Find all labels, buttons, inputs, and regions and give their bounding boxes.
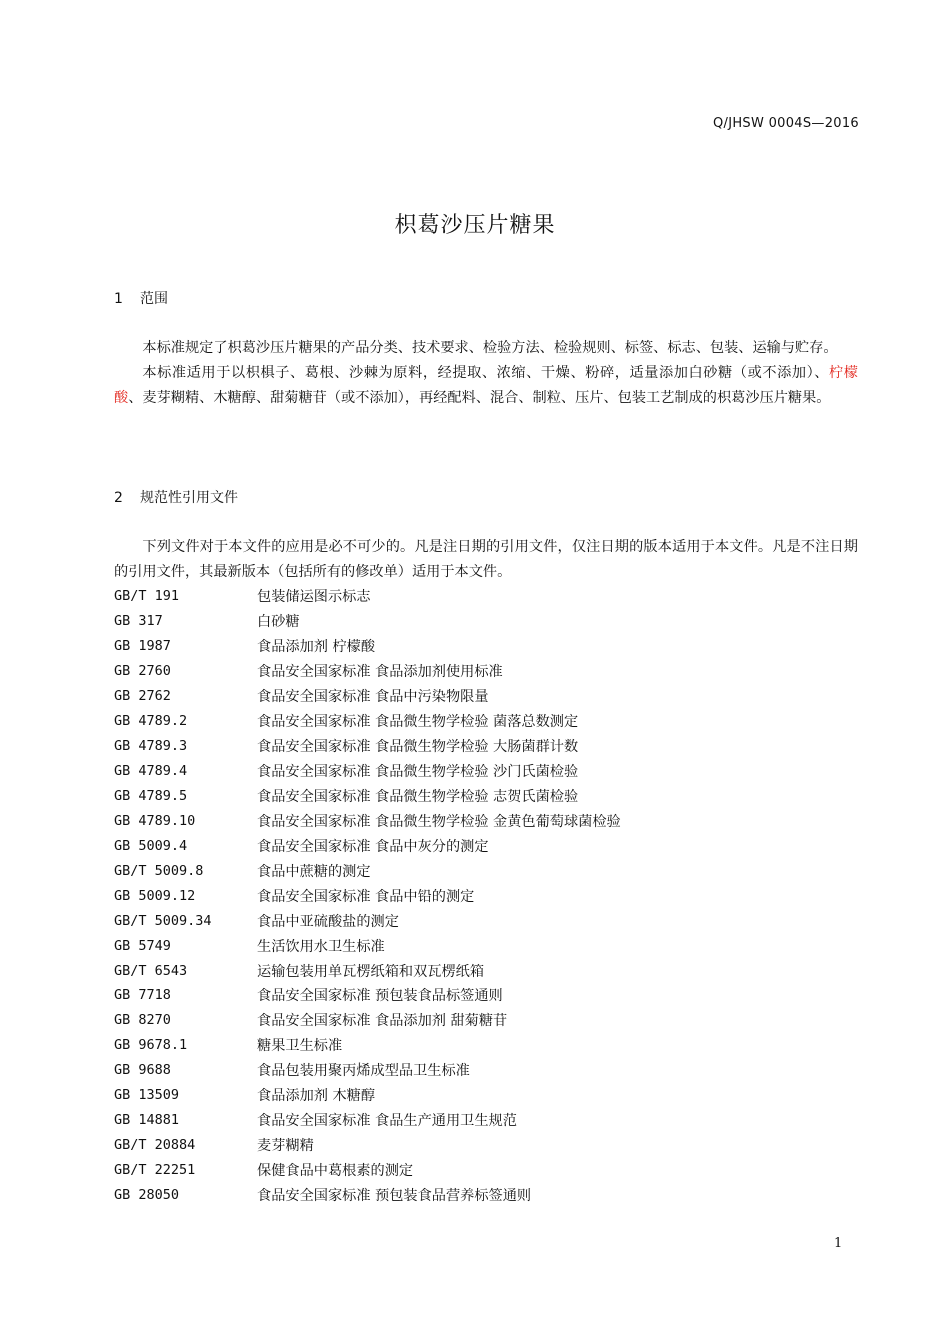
reference-code: GB 2760 xyxy=(114,663,171,680)
reference-title: 食品安全国家标准 预包装食品标签通则 xyxy=(257,988,503,1005)
reference-title: 白砂糖 xyxy=(257,614,300,631)
reference-title: 食品添加剂 木糖醇 xyxy=(257,1088,376,1105)
document-code: Q/JHSW 0004S—2016 xyxy=(713,116,859,131)
reference-item xyxy=(114,709,858,734)
reference-title: 食品添加剂 柠檬酸 xyxy=(257,639,376,656)
reference-item xyxy=(114,1183,858,1208)
section-title: 范围 xyxy=(140,291,168,307)
reference-item xyxy=(114,808,858,833)
reference-title: 生活饮用水卫生标准 xyxy=(257,938,385,955)
references-intro xyxy=(114,535,858,585)
reference-code: GB 9688 xyxy=(114,1062,171,1079)
reference-code: GB 5749 xyxy=(114,937,171,954)
reference-item xyxy=(114,1008,858,1033)
reference-code: GB 9678.1 xyxy=(114,1037,188,1054)
section-number: 1 xyxy=(114,291,123,307)
section-heading-normative-references xyxy=(114,487,238,507)
reference-code: GB/T 5009.34 xyxy=(114,912,212,929)
reference-code: GB 4789.10 xyxy=(114,812,196,829)
reference-title: 麦芽糊精 xyxy=(257,1138,314,1155)
section-title: 规范性引用文件 xyxy=(140,490,238,506)
reference-item xyxy=(114,759,858,784)
reference-item xyxy=(114,1108,858,1133)
reference-title: 食品包装用聚丙烯成型品卫生标准 xyxy=(257,1063,470,1080)
reference-title: 食品安全国家标准 食品添加剂使用标准 xyxy=(257,664,503,681)
reference-title: 食品安全国家标准 食品微生物学检验 大肠菌群计数 xyxy=(257,739,579,756)
reference-code: GB 4789.2 xyxy=(114,713,188,730)
page-number: 1 xyxy=(834,1236,843,1251)
reference-code: GB 2762 xyxy=(114,688,171,705)
reference-item xyxy=(114,1083,858,1108)
reference-item xyxy=(114,1058,858,1083)
reference-title: 食品安全国家标准 食品微生物学检验 菌落总数测定 xyxy=(257,714,579,731)
scope-text-before: 本标准适用于以枳椇子、葛根、沙棘为原料，经提取、浓缩、干燥、粉碎，适量添加白砂糖（或不添加）、 xyxy=(142,365,830,381)
reference-title: 糖果卫生标准 xyxy=(257,1038,343,1055)
reference-code: GB 4789.5 xyxy=(114,787,188,804)
reference-code: GB/T 22251 xyxy=(114,1162,196,1179)
reference-item xyxy=(114,833,858,858)
reference-item xyxy=(114,584,858,609)
reference-item xyxy=(114,684,858,709)
section-heading-scope xyxy=(114,288,168,308)
reference-code: GB/T 191 xyxy=(114,588,180,605)
reference-code: GB 28050 xyxy=(114,1186,180,1203)
reference-code: GB/T 5009.8 xyxy=(114,862,204,879)
highlighted-term: 柠檬酸 xyxy=(114,365,858,406)
reference-code: GB 4789.4 xyxy=(114,763,188,780)
reference-title: 食品中亚硫酸盐的测定 xyxy=(257,913,399,930)
reference-code: GB 7718 xyxy=(114,987,171,1004)
reference-item xyxy=(114,634,858,659)
reference-item xyxy=(114,609,858,634)
reference-code: GB/T 20884 xyxy=(114,1137,196,1154)
reference-code: GB 4789.3 xyxy=(114,738,188,755)
reference-item xyxy=(114,1033,858,1058)
scope-text-after: 、麦芽糊精、木糖醇、甜菊糖苷（或不添加），再经配料、混合、制粒、压片、包装工艺制成的枳葛沙压片糖果。 xyxy=(128,390,831,406)
reference-title: 食品安全国家标准 食品微生物学检验 志贺氏菌检验 xyxy=(257,788,579,805)
reference-title: 食品安全国家标准 食品中污染物限量 xyxy=(257,689,489,706)
reference-title: 包装储运图示标志 xyxy=(257,589,371,606)
reference-code: GB 5009.12 xyxy=(114,887,196,904)
reference-code: GB 8270 xyxy=(114,1012,171,1029)
reference-item xyxy=(114,1158,858,1183)
reference-title: 食品安全国家标准 食品微生物学检验 金黄色葡萄球菌检验 xyxy=(257,813,621,830)
reference-title: 食品安全国家标准 食品微生物学检验 沙门氏菌检验 xyxy=(257,764,579,781)
reference-title: 食品中蔗糖的测定 xyxy=(257,863,371,880)
reference-code: GB 5009.4 xyxy=(114,837,188,854)
reference-title: 食品安全国家标准 食品生产通用卫生规范 xyxy=(257,1113,517,1130)
reference-title: 运输包装用单瓦楞纸箱和双瓦楞纸箱 xyxy=(257,963,485,980)
section-number: 2 xyxy=(114,490,123,506)
reference-item xyxy=(114,958,858,983)
reference-item xyxy=(114,734,858,759)
reference-item xyxy=(114,983,858,1008)
reference-item xyxy=(114,933,858,958)
references-intro-paragraph: 下列文件对于本文件的应用是必不可少的。凡是注日期的引用文件，仅注日期的版本适用于本文件。凡是不注日期的引用文件，其最新版本（包括所有的修改单）适用于本文件。 xyxy=(114,539,858,580)
reference-item xyxy=(114,784,858,809)
reference-item xyxy=(114,908,858,933)
reference-title: 保健食品中葛根素的测定 xyxy=(257,1163,414,1180)
scope-paragraph-1: 本标准规定了枳葛沙压片糖果的产品分类、技术要求、检验方法、检验规则、标签、标志、包装、运输与贮存。 xyxy=(142,340,838,356)
scope-paragraph-2 xyxy=(114,361,858,411)
reference-code: GB 1987 xyxy=(114,638,171,655)
reference-title: 食品安全国家标准 预包装食品营养标签通则 xyxy=(257,1187,532,1204)
reference-code: GB 14881 xyxy=(114,1112,180,1129)
reference-item xyxy=(114,1133,858,1158)
document-title: 枳葛沙压片糖果 xyxy=(394,213,556,238)
reference-code: GB 317 xyxy=(114,613,163,630)
reference-title: 食品安全国家标准 食品中铅的测定 xyxy=(257,888,475,905)
reference-list xyxy=(114,584,858,1207)
reference-item xyxy=(114,883,858,908)
reference-code: GB 13509 xyxy=(114,1087,180,1104)
scope-body xyxy=(114,336,858,411)
reference-item xyxy=(114,858,858,883)
reference-title: 食品安全国家标准 食品中灰分的测定 xyxy=(257,838,489,855)
reference-code: GB/T 6543 xyxy=(114,962,188,979)
reference-title: 食品安全国家标准 食品添加剂 甜菊糖苷 xyxy=(257,1013,508,1030)
reference-item xyxy=(114,659,858,684)
